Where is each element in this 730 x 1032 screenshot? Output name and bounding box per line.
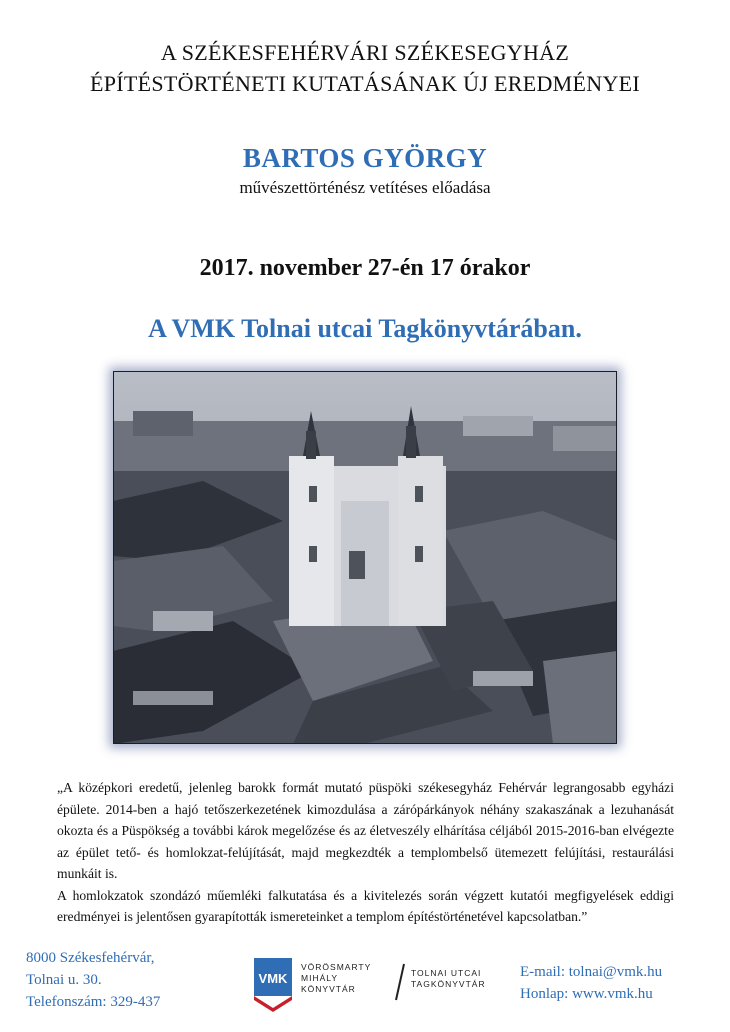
logo-name-line-3: KÖNYVTÁR bbox=[301, 984, 356, 994]
description-quote bbox=[57, 777, 674, 928]
library-logo bbox=[251, 956, 496, 1012]
logo-branch-line-1: TOLNAI UTCAI bbox=[411, 968, 482, 978]
logo-branch-name bbox=[411, 968, 486, 990]
cathedral-photo bbox=[113, 371, 617, 744]
address-city: 8000 Székesfehérvár, bbox=[26, 950, 155, 966]
speaker-name: BARTOS GYÖRGY bbox=[242, 143, 488, 173]
title-line-1: A SZÉKESFEHÉRVÁRI SZÉKESEGYHÁZ bbox=[160, 40, 570, 65]
quote-paragraph-1: „A középkori eredetű, jelenleg barokk formát mutató püspöki székesegyház Fehérvár legrangosabb egyházi épülete. 2014-ben a hajó tetőszerkezetének kimozdulása a zárópárkányok néhány szakaszának a lezuhanását okozta és a Püspökség a további károk megelőzése és az életveszély elhárítása céljából 2015-2016-ban elvégezte az épület tető- és homlokzat-felújítását, majd megkezdték a templombelső ütemezett felújítási, restaurálási munkáit is. bbox=[57, 780, 674, 881]
vmk-book-icon bbox=[251, 956, 301, 1012]
logo-mark-text: VMK bbox=[258, 971, 288, 986]
address-block bbox=[26, 947, 160, 1013]
contact-block bbox=[520, 961, 662, 1005]
event-venue: A VMK Tolnai utcai Tagkönyvtárában. bbox=[148, 314, 582, 343]
address-street: Tolnai u. 30. bbox=[26, 972, 102, 988]
logo-divider-slash bbox=[393, 962, 407, 1002]
logo-name-line-1: VÖRÖSMARTY bbox=[301, 962, 372, 972]
address-phone: Telefonszám: 329-437 bbox=[26, 994, 161, 1010]
speaker-subtitle: művészettörténész vetítéses előadása bbox=[239, 178, 491, 197]
contact-website[interactable]: Honlap: www.vmk.hu bbox=[520, 986, 653, 1002]
event-datetime: 2017. november 27-én 17 órakor bbox=[199, 255, 531, 281]
logo-branch-line-2: TAGKÖNYVTÁR bbox=[411, 979, 486, 989]
contact-email[interactable]: E-mail: tolnai@vmk.hu bbox=[520, 964, 663, 980]
logo-name-line-2: MIHÁLY bbox=[301, 973, 339, 983]
quote-paragraph-2: A homlokzatok szondázó műemléki falkutatása és a kivitelezés során végzett kutatói megfigyelések eddigi eredményei is jelentősen gyarapították ismereteinket a templom építéstörténetével kapcsolatban.” bbox=[57, 887, 674, 924]
logo-library-name bbox=[301, 962, 371, 995]
cathedral-photo-illustration bbox=[113, 371, 617, 744]
title-line-2: ÉPÍTÉSTÖRTÉNETI KUTATÁSÁNAK ÚJ EREDMÉNYEI bbox=[90, 71, 640, 96]
